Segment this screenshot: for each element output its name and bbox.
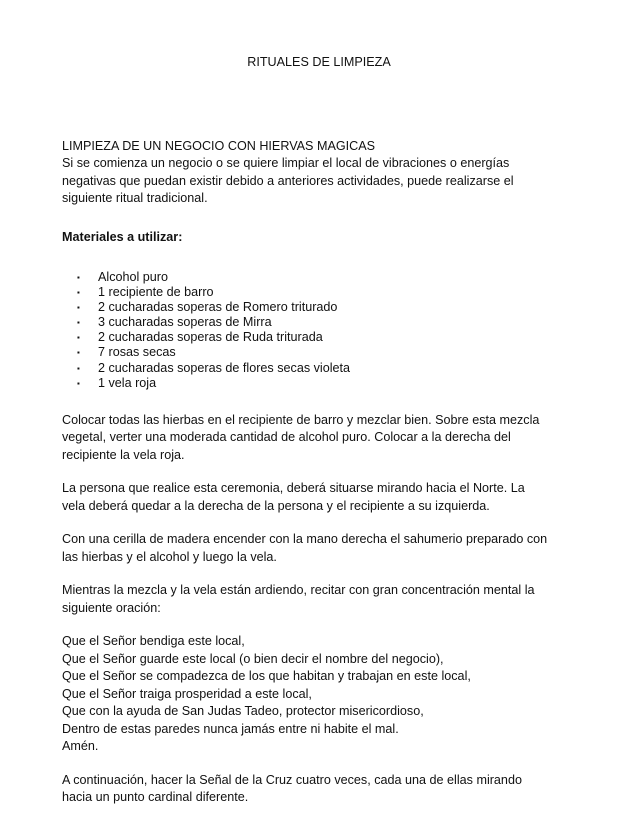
list-item xyxy=(62,345,562,360)
list-item-text: 1 recipiente de barro xyxy=(98,285,214,300)
paragraph-line: Colocar todas las hierbas en el recipiente de barro y mezclar bien. Sobre esta mezcla xyxy=(62,412,540,427)
paragraph-line: vegetal, verter una moderada cantidad de alcohol puro. Colocar a la derecha del xyxy=(62,430,511,445)
bullet-icon: ▪ xyxy=(77,288,80,298)
paragraph-line: A continuación, hacer la Señal de la Cruz cuatro veces, cada una de ellas mirando xyxy=(62,772,522,787)
document-body xyxy=(62,138,562,807)
paragraph-line: recipiente la vela roja. xyxy=(62,447,185,462)
intro-paragraph xyxy=(62,155,562,208)
list-item-text: 2 cucharadas soperas de Romero triturado xyxy=(98,300,338,315)
paragraph-line: Mientras la mezcla y la vela están ardiendo, recitar con gran concentración mental la xyxy=(62,583,535,598)
bullet-icon: ▪ xyxy=(77,333,80,343)
list-item-text: 7 rosas secas xyxy=(98,345,176,360)
bullet-icon: ▪ xyxy=(77,363,80,373)
prayer-line: Amén. xyxy=(62,739,99,754)
instruction-paragraph-4 xyxy=(62,582,562,617)
list-item xyxy=(62,315,562,330)
list-item xyxy=(62,330,562,345)
prayer-line: Que el Señor traiga prosperidad a este local, xyxy=(62,686,312,701)
list-item-text: 3 cucharadas soperas de Mirra xyxy=(98,315,272,330)
list-item xyxy=(62,270,562,285)
list-item-text: 1 vela roja xyxy=(98,375,157,390)
intro-line: negativas que puedan existir debido a anteriores actividades, puede realizarse el xyxy=(62,173,514,188)
instruction-paragraph-1 xyxy=(62,412,562,465)
list-item-text: 2 cucharadas soperas de flores secas violeta xyxy=(98,360,351,375)
intro-line: Si se comienza un negocio o se quiere limpiar el local de vibraciones o energías xyxy=(62,156,510,170)
paragraph-line: las hierbas y el alcohol y luego la vela. xyxy=(62,549,277,564)
materials-heading: Materiales a utilizar: xyxy=(62,229,183,244)
materials-list xyxy=(62,270,562,391)
prayer-line: Que el Señor guarde este local (o bien decir el nombre del negocio), xyxy=(62,651,444,666)
list-item-text: Alcohol puro xyxy=(98,270,169,284)
prayer-line: Que con la ayuda de San Judas Tadeo, protector misericordioso, xyxy=(62,704,424,719)
paragraph-line: La persona que realice esta ceremonia, deberá situarse mirando hacia el Norte. La xyxy=(62,481,525,496)
prayer-line: Dentro de estas paredes nunca jamás entre ni habite el mal. xyxy=(62,721,399,736)
paragraph-line: siguiente oración: xyxy=(62,600,161,615)
paragraph-line: Con una cerilla de madera encender con la mano derecha el sahumerio preparado con xyxy=(62,532,548,547)
paragraph-line: hacia un punto cardinal diferente. xyxy=(62,790,249,805)
bullet-icon: ▪ xyxy=(77,348,80,358)
bullet-icon: ▪ xyxy=(77,378,80,388)
prayer xyxy=(62,633,562,756)
list-item xyxy=(62,300,562,315)
intro-line: siguiente ritual tradicional. xyxy=(62,191,208,205)
bullet-icon: ▪ xyxy=(77,318,80,328)
list-item xyxy=(62,361,562,376)
list-item xyxy=(62,376,562,391)
section-heading: LIMPIEZA DE UN NEGOCIO CON HIERVAS MAGICAS xyxy=(62,139,376,153)
bullet-icon: ▪ xyxy=(77,273,80,282)
document-title: RITUALES DE LIMPIEZA xyxy=(247,55,391,69)
bullet-icon: ▪ xyxy=(77,303,80,313)
paragraph-line: vela deberá quedar a la derecha de la persona y el recipiente a su izquierda. xyxy=(62,498,490,513)
list-item-text: 2 cucharadas soperas de Ruda triturada xyxy=(98,330,323,345)
list-item xyxy=(62,285,562,300)
prayer-line: Que el Señor bendiga este local, xyxy=(62,634,245,649)
instruction-paragraph-3 xyxy=(62,531,562,566)
instruction-paragraph-5 xyxy=(62,772,562,807)
prayer-line: Que el Señor se compadezca de los que habitan y trabajan en este local, xyxy=(62,669,471,684)
instruction-paragraph-2 xyxy=(62,480,562,515)
